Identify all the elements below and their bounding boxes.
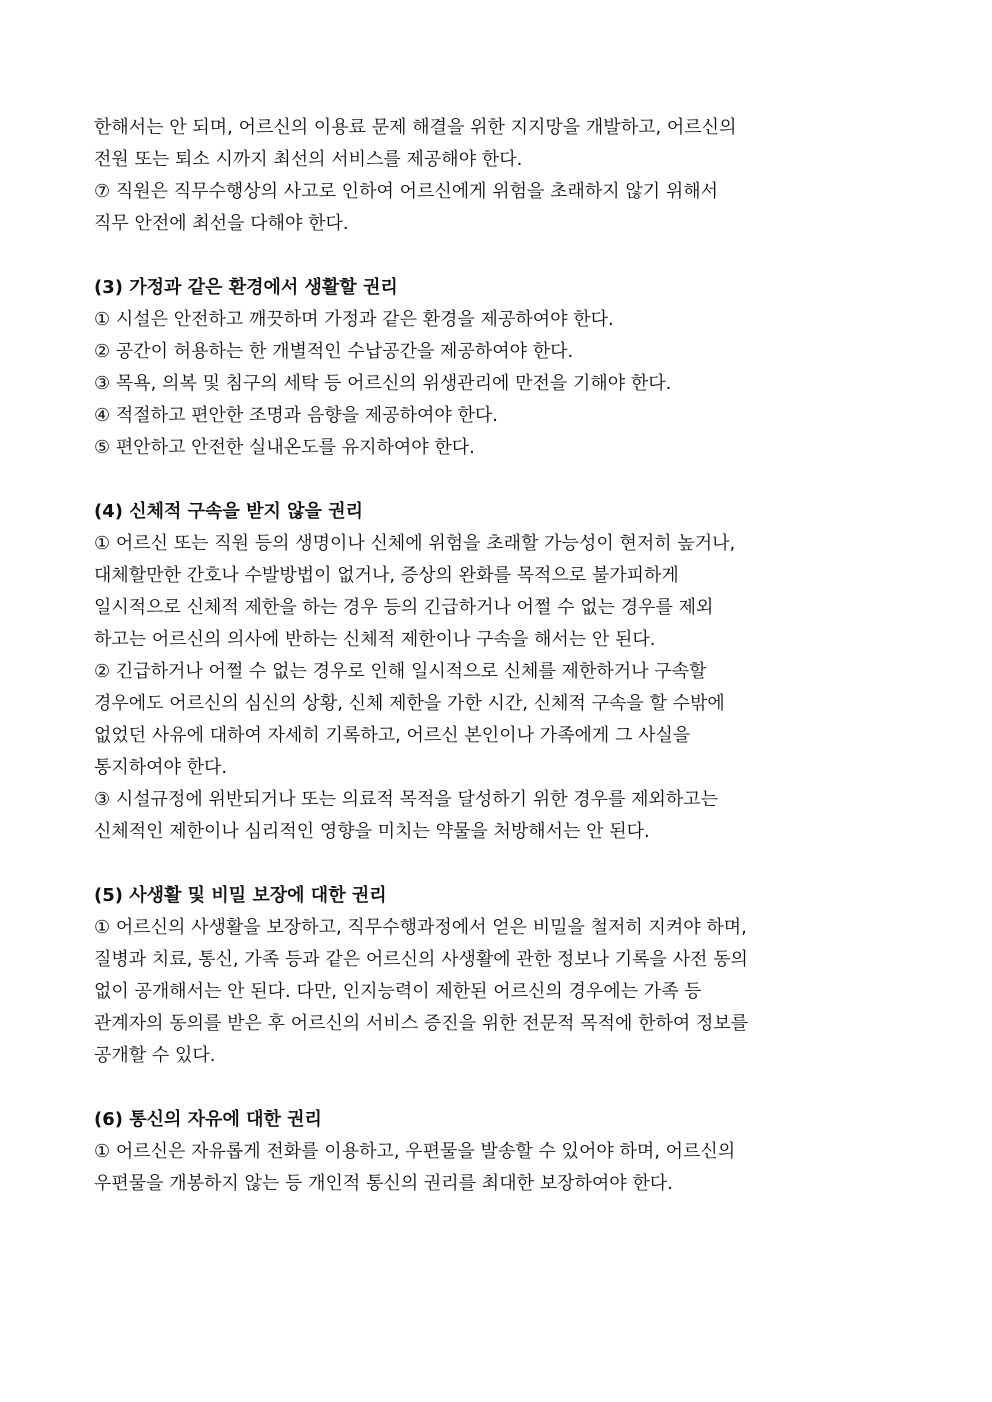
text-line: ② 긴급하거나 어쩔 수 없는 경우로 인해 일시적으로 신체를 제한하거나 구속할 (94, 661, 707, 682)
text-line: ① 어르신은 자유롭게 전화를 이용하고, 우편물을 발송할 수 있어야 하며, 어르신의 (94, 1141, 736, 1162)
section-living-environment (94, 272, 894, 464)
text-line: 공개할 수 있다. (94, 1045, 216, 1066)
text-line: ③ 시설규정에 위반되거나 또는 의료적 목적을 달성하기 위한 경우를 제외하고는 (94, 789, 719, 810)
section-spacer (94, 1072, 894, 1104)
text-line: ② 공간이 허용하는 한 개별적인 수납공간을 제공하여야 한다. (94, 341, 574, 362)
section-privacy (94, 880, 894, 1072)
section-heading: (3) 가정과 같은 환경에서 생활할 권리 (94, 277, 398, 298)
section-heading: (5) 사생활 및 비밀 보장에 대한 권리 (94, 885, 387, 906)
text-line: ⑦ 직원은 직무수행상의 사고로 인하여 어르신에게 위험을 초래하지 않기 위해서 (94, 181, 719, 202)
text-line: 통지하여야 한다. (94, 757, 228, 778)
text-line: 질병과 치료, 통신, 가족 등과 같은 어르신의 사생활에 관한 정보나 기록을 사전 동의 (94, 949, 748, 970)
intro-paragraph (94, 112, 894, 240)
text-line: ① 시설은 안전하고 깨끗하며 가정과 같은 환경을 제공하여야 한다. (94, 309, 614, 330)
section-spacer (94, 848, 894, 880)
section-spacer (94, 240, 894, 272)
text-line: 일시적으로 신체적 제한을 하는 경우 등의 긴급하거나 어쩔 수 없는 경우를 제외 (94, 597, 714, 618)
text-line: 경우에도 어르신의 심신의 상황, 신체 제한을 가한 시간, 신체적 구속을 할 수밖에 (94, 693, 725, 714)
text-line: ① 어르신 또는 직원 등의 생명이나 신체에 위험을 초래할 가능성이 현저히 높거나, (94, 533, 736, 554)
text-line: 관계자의 동의를 받은 후 어르신의 서비스 증진을 위한 전문적 목적에 한하여 정보를 (94, 1013, 749, 1034)
text-line: ① 어르신의 사생활을 보장하고, 직무수행과정에서 얻은 비밀을 철저히 지켜야 하며, (94, 917, 747, 938)
section-heading: (6) 통신의 자유에 대한 권리 (94, 1109, 322, 1130)
section-heading: (4) 신체적 구속을 받지 않을 권리 (94, 501, 363, 522)
text-line: ⑤ 편안하고 안전한 실내온도를 유지하여야 한다. (94, 437, 475, 458)
text-line: 직무 안전에 최선을 다해야 한다. (94, 213, 349, 234)
document-body (94, 112, 894, 1200)
text-line: 하고는 어르신의 의사에 반하는 신체적 제한이나 구속을 해서는 안 된다. (94, 629, 656, 650)
text-line: 우편물을 개봉하지 않는 등 개인적 통신의 권리를 최대한 보장하여야 한다. (94, 1173, 673, 1194)
section-physical-restraint (94, 496, 894, 848)
text-line: 전원 또는 퇴소 시까지 최선의 서비스를 제공해야 한다. (94, 149, 523, 170)
text-line: 신체적인 제한이나 심리적인 영향을 미치는 약물을 처방해서는 안 된다. (94, 821, 650, 842)
text-line: 한해서는 안 되며, 어르신의 이용료 문제 해결을 위한 지지망을 개발하고, 어르신의 (94, 117, 737, 138)
section-spacer (94, 464, 894, 496)
section-communication (94, 1104, 894, 1200)
text-line: 대체할만한 간호나 수발방법이 없거나, 증상의 완화를 목적으로 불가피하게 (94, 565, 679, 586)
text-line: ④ 적절하고 편안한 조명과 음향을 제공하여야 한다. (94, 405, 498, 426)
text-line: 없이 공개해서는 안 된다. 다만, 인지능력이 제한된 어르신의 경우에는 가족 등 (94, 981, 702, 1002)
text-line: 없었던 사유에 대하여 자세히 기록하고, 어르신 본인이나 가족에게 그 사실을 (94, 725, 691, 746)
text-line: ③ 목욕, 의복 및 침구의 세탁 등 어르신의 위생관리에 만전을 기해야 한다. (94, 373, 672, 394)
